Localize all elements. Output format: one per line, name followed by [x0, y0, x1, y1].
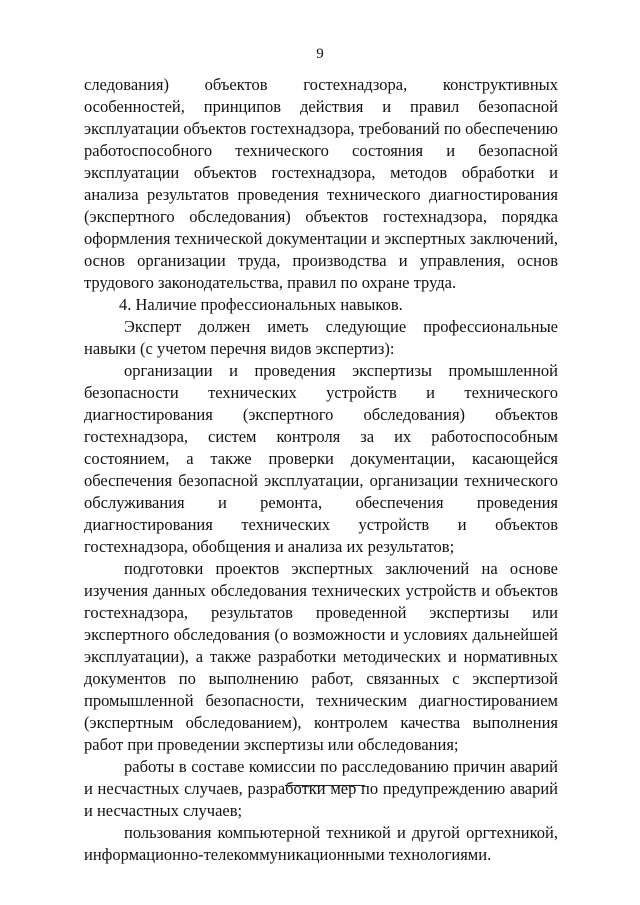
paragraph-intro: Эксперт должен иметь следующие профессиональные навыки (с учетом перечня видов экспертиз):: [84, 317, 558, 358]
section-heading: 4. Наличие профессиональных навыков.: [119, 295, 403, 314]
paragraph-item: работы в составе комиссии по расследованию причин аварий и несчастных случаев, разработки мер по предупреждению аварий и несчастных случаев;: [84, 757, 558, 820]
paragraph-item: пользования компьютерной техникой и другой оргтехникой, информационно-телекоммуникационными технологиями.: [84, 823, 558, 864]
document-body: [84, 74, 558, 866]
paragraph-item: подготовки проектов экспертных заключений на основе изучения данных обследования технических устройств и объектов гостехнадзора, результатов проведенной экспертизы или экспертного обследования (о возможности и условиях дальнейшей эксплуатации), а также разработки методических и нормативных документов по выполнению работ, связанных с экспертизой промышленной безопасности, техническим диагностированием (экспертным обследованием), контролем качества выполнения работ при проведении экспертизы или обследования;: [84, 559, 558, 754]
paragraph-item: организации и проведения экспертизы промышленной безопасности технических устройств и технического диагностирования (экспертного обследования) объектов гостехнадзора, систем контроля за их работоспособным состоянием, а также проверки документации, касающейся обеспечения безопасной эксплуатации, организации технического обслуживания и ремонта, обеспечения проведения диагностирования технических устройств и объектов гостехнадзора, обобщения и анализа их результатов;: [84, 361, 558, 556]
paragraph-continuation: следования) объектов гостехнадзора, конструктивных особенностей, принципов действия и правил безопасной эксплуатации объектов гостехнадзора, требований по обеспечению работоспособного технического состояния и безопасной эксплуатации объектов гостехнадзора, методов обработки и анализа результатов проведения технического диагностирования (экспертного обследования) объектов гостехнадзора, порядка оформления технической документации и экспертных заключений, основ организации труда, производства и управления, основ трудового законодательства, правил по охране труда.: [84, 75, 558, 292]
end-rule: [285, 785, 365, 786]
page-number: 9: [316, 46, 324, 62]
